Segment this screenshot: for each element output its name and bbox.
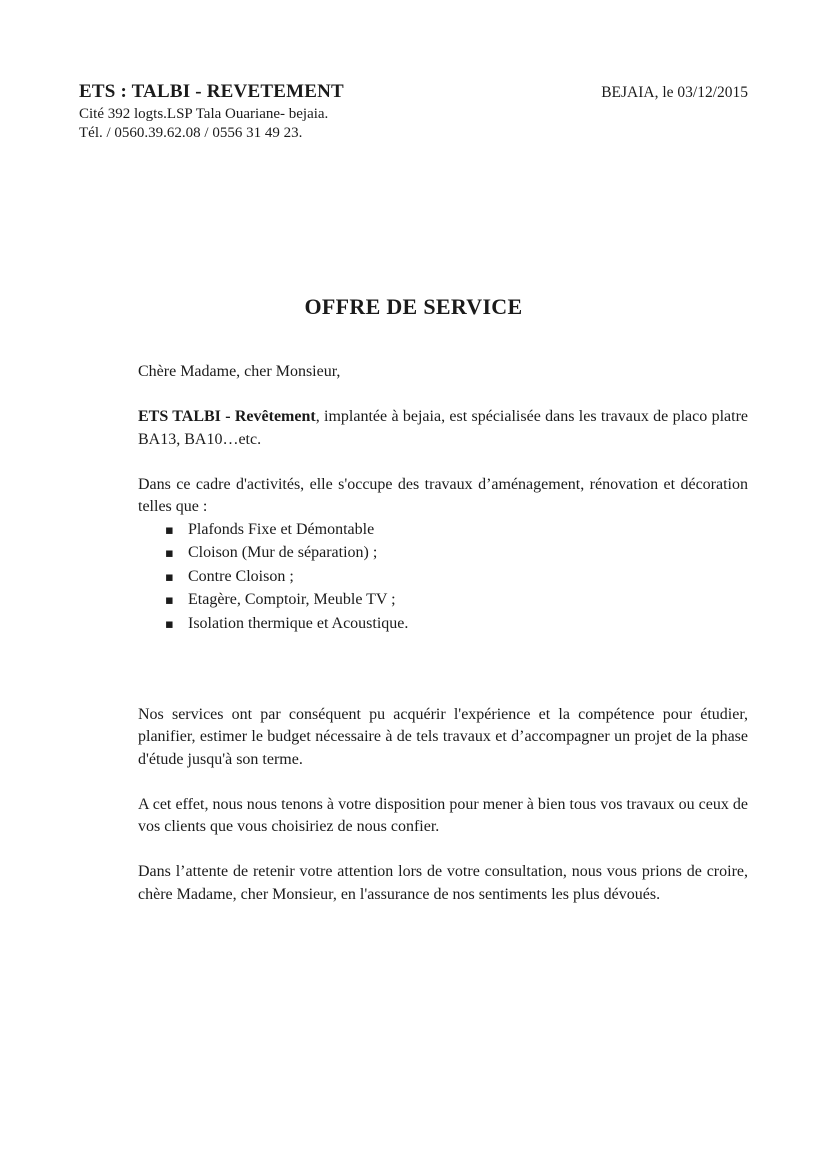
availability-paragraph: A cet effet, nous nous tenons à votre disposition pour mener à bien tous vos travaux ou ceux de vos clients que vous choisiriez de nous confier. (138, 795, 748, 835)
services-list (138, 519, 748, 637)
company-name: ETS : TALBI - REVETEMENT (79, 81, 344, 102)
spacer (138, 659, 748, 682)
square-bullet-icon: ▪ (165, 593, 174, 608)
square-bullet-icon: ▪ (165, 616, 174, 632)
list-item-label: Cloison (Mur de séparation) ; (188, 544, 378, 561)
activities-intro-paragraph: Dans ce cadre d'activités, elle s'occupe des travaux d’aménagement, rénovation et décoration telles que : (138, 475, 748, 515)
list-item-label: Contre Cloison ; (188, 567, 294, 585)
closing-paragraph: Dans l’attente de retenir votre attention lors de votre consultation, nous vous prions de croire, chère Madame, cher Monsieur, en l'assurance de nos sentiments les plus dévoués. (138, 863, 748, 903)
intro-paragraph (138, 406, 748, 451)
letterhead-top-row (79, 80, 748, 105)
letter-title: OFFRE DE SERVICE (304, 294, 523, 319)
letterhead (79, 80, 748, 143)
company-name-inline: ETS TALBI - Revêtement (138, 408, 316, 425)
square-bullet-icon: ▪ (165, 522, 174, 538)
list-item (138, 566, 748, 590)
phone-line: Tél. / 0560.39.62.08 / 0556 31 49 23. (79, 125, 303, 141)
intro-paragraph-rest: , implantée à bejaia, est spécialisée dans les travaux de placo platre BA13, BA10…etc. (138, 408, 749, 448)
services-paragraph: Nos services ont par conséquent pu acquérir l'expérience et la compétence pour étudier, planifier, estimer le budget nécessaire à de tels travaux et d’accompagner un projet de la phase d'étude jusqu'à son terme. (138, 705, 748, 768)
letter-body (138, 361, 748, 906)
list-item (138, 589, 748, 613)
address-line: Cité 392 logts.LSP Tala Ouariane- bejaia. (79, 106, 329, 122)
list-item-label: Isolation thermique et Acoustique. (188, 614, 409, 632)
list-item-label: Etagère, Comptoir, Meuble TV ; (188, 591, 396, 608)
square-bullet-icon: ▪ (165, 546, 174, 561)
list-item-label: Plafonds Fixe et Démontable (188, 520, 375, 538)
list-item (138, 519, 748, 543)
list-item (138, 613, 748, 637)
list-item (138, 542, 748, 566)
date-line: BEJAIA, le 03/12/2015 (601, 84, 748, 101)
square-bullet-icon: ▪ (165, 569, 174, 585)
salutation: Chère Madame, cher Monsieur, (138, 363, 341, 380)
